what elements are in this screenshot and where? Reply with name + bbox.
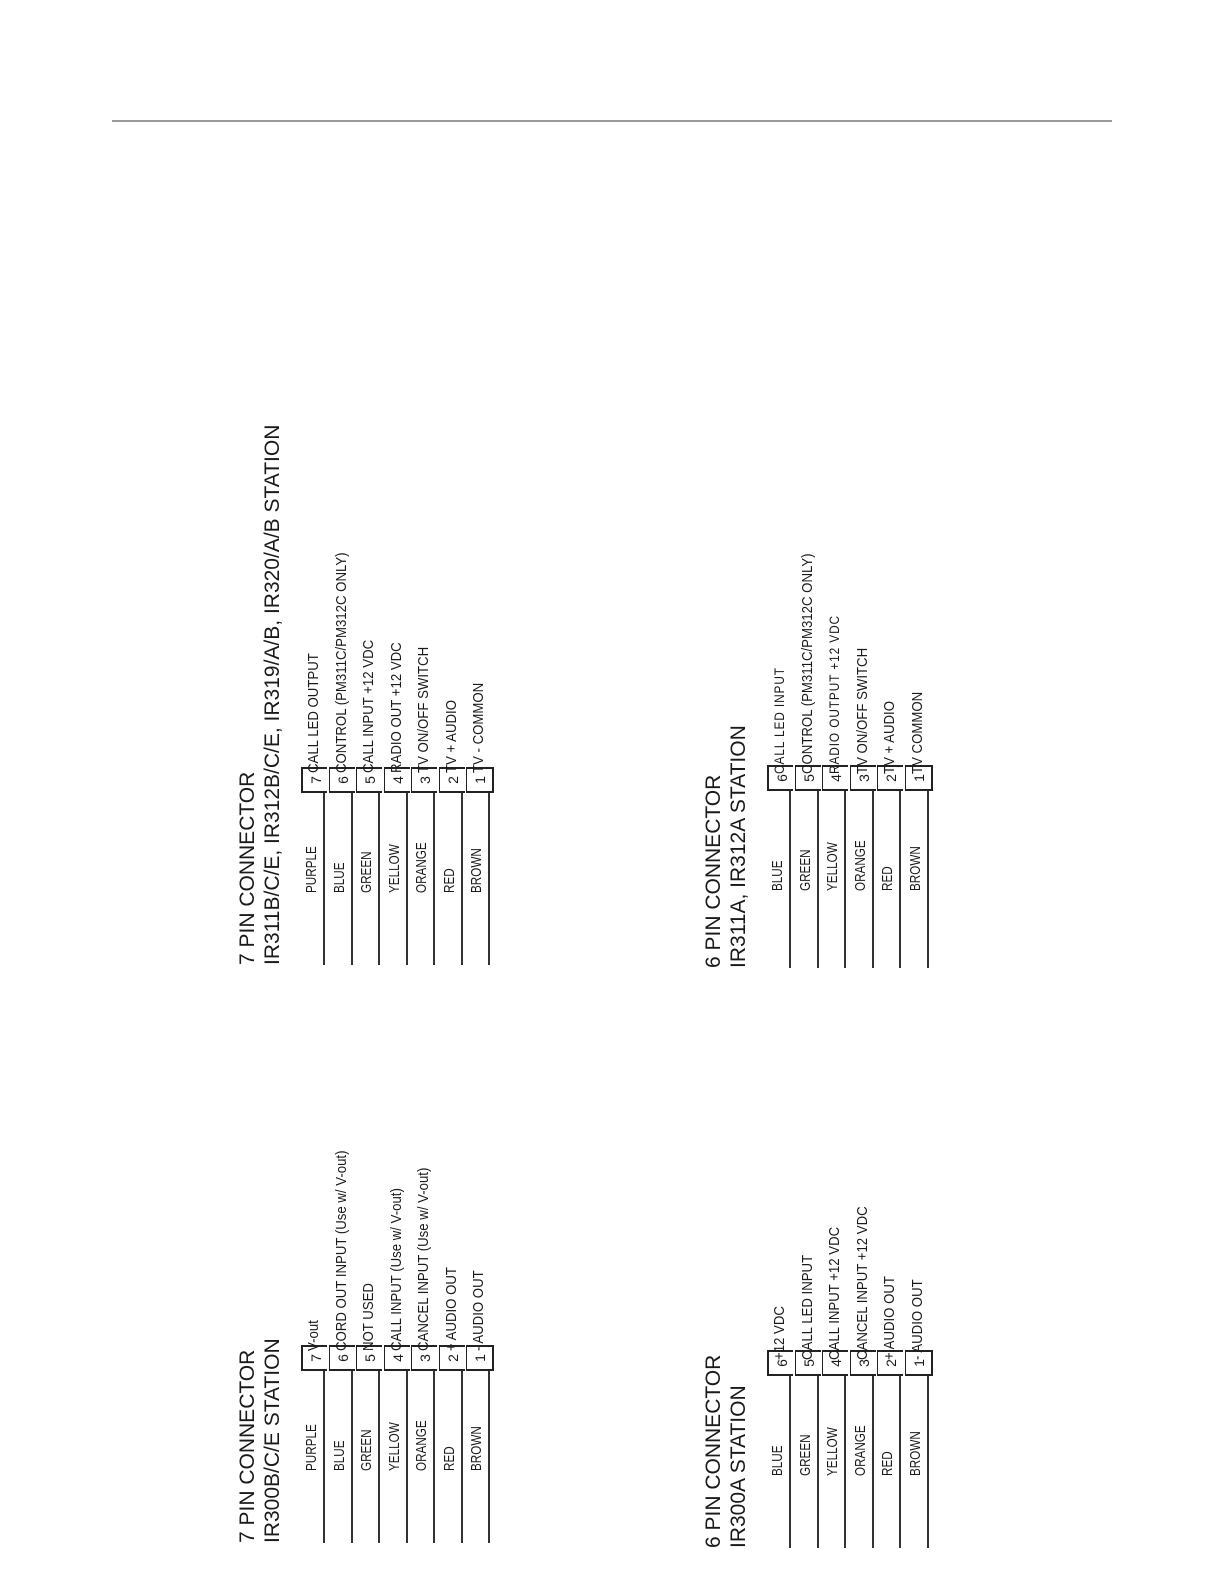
pin-number: 4	[822, 765, 848, 791]
wire-color-label: YELLOW	[824, 842, 841, 891]
pin-number: 1	[905, 765, 933, 791]
wire-color-label: RED	[879, 866, 896, 891]
wire-color-label: GREEN	[796, 849, 814, 891]
pin-function-label: CALL INPUT +12 VDC	[826, 1226, 843, 1360]
pin-number: 1	[466, 1345, 494, 1371]
wire-line	[488, 793, 490, 965]
wire-color-label: BLUE	[330, 862, 348, 893]
pin-function-label: TV ON/OFF SWITCH	[853, 647, 871, 774]
pin-function-label: V-out	[305, 1320, 322, 1351]
wire-color-label: RED	[879, 1451, 896, 1476]
pin-function-label: +12 VDC	[771, 1306, 788, 1360]
wire-color-label: RED	[440, 1446, 458, 1471]
wire-line	[872, 1376, 874, 1548]
wire-color-label: YELLOW	[824, 1427, 841, 1476]
pin-number: 1	[905, 1350, 933, 1376]
pin-function-label: TV + AUDIO	[442, 700, 460, 773]
pin-number: 6	[329, 1345, 355, 1371]
diagram-7pin-ir300bce	[235, 923, 525, 1543]
wire-line	[927, 791, 929, 968]
pin-function-label: CANCEL INPUT +12 VDC	[853, 1206, 871, 1360]
wire-line	[433, 793, 435, 965]
pin-number: 7	[301, 1345, 327, 1371]
wire-line	[461, 793, 463, 965]
diagram-title-line1: 6 PIN CONNECTOR	[702, 774, 725, 968]
wire-color-label: BROWN	[906, 846, 924, 891]
pin-number: 7	[301, 767, 327, 793]
wire-line	[378, 793, 380, 965]
pin-number: 2	[877, 765, 903, 791]
pin-number: 3	[411, 767, 437, 793]
wire-line	[323, 793, 325, 965]
wire-color-label: ORANGE	[413, 1420, 430, 1471]
pin-number: 3	[850, 1350, 876, 1376]
wire-color-label: PURPLE	[303, 1424, 320, 1471]
pin-number: 5	[356, 767, 382, 793]
pin-function-label: - AUDIO OUT	[908, 1279, 926, 1360]
wire-color-label: YELLOW	[385, 844, 403, 893]
pin-number: 4	[384, 767, 410, 793]
diagram-title-line2: IR311B/C/E, IR312B/C/E, IR319/A/B, IR320/A/B STATION	[261, 424, 284, 965]
wire-line	[844, 791, 846, 968]
pin-function-label: NOT USED	[360, 1283, 377, 1351]
wire-line	[899, 791, 901, 968]
diagram-title-line2: IR300A STATION	[727, 1385, 750, 1548]
pin-number: 5	[795, 1350, 821, 1376]
wire-line	[433, 1371, 435, 1543]
pin-function-label: CANCEL INPUT (Use w/ V-out)	[415, 1167, 432, 1351]
pin-function-label: + AUDIO OUT	[442, 1267, 460, 1351]
pin-function-label: CONTROL (PM311C/PM312C ONLY)	[798, 553, 816, 774]
pin-number: 6	[767, 765, 793, 791]
diagram-title-line2: IR311A, IR312A STATION	[727, 725, 750, 968]
pin-function-label: - AUDIO OUT	[470, 1270, 487, 1351]
wire-line	[351, 1371, 353, 1543]
wire-line	[844, 1376, 846, 1548]
wire-line	[789, 1376, 791, 1548]
diagram-title-line1: 7 PIN CONNECTOR	[236, 771, 259, 965]
wire-line	[406, 1371, 408, 1543]
wire-line	[927, 1376, 929, 1548]
pin-number: 6	[767, 1350, 793, 1376]
pin-number: 1	[466, 767, 494, 793]
pin-number: 2	[439, 1345, 465, 1371]
wire-color-label: BLUE	[769, 860, 786, 891]
pin-function-label: CALL INPUT +12 VDC	[360, 639, 377, 773]
wire-line	[378, 1371, 380, 1543]
pin-number: 3	[850, 765, 876, 791]
wire-line	[351, 793, 353, 965]
wire-line	[899, 1376, 901, 1548]
page-top-rule	[112, 120, 1112, 122]
pin-number: 5	[356, 1345, 382, 1371]
wire-color-label: PURPLE	[303, 846, 320, 893]
wire-color-label: BROWN	[906, 1431, 924, 1476]
pin-function-label: + AUDIO OUT	[881, 1276, 898, 1360]
diagram-title-line1: 6 PIN CONNECTOR	[702, 1354, 725, 1548]
wire-color-label: GREEN	[358, 1429, 375, 1471]
pin-function-label: TV COMMON	[908, 691, 926, 774]
diagram-6pin-ir311a	[701, 348, 991, 968]
wire-color-label: BROWN	[468, 848, 485, 893]
pin-function-label: CALL LED OUTPUT	[305, 653, 322, 773]
pin-function-label: RADIO OUTPUT +12 VDC	[827, 615, 842, 774]
wire-line	[461, 1371, 463, 1543]
pin-function-label: TV + AUDIO	[881, 701, 898, 774]
wire-color-label: BROWN	[468, 1426, 485, 1471]
pin-number: 4	[822, 1350, 848, 1376]
pin-function-label: CORD OUT INPUT (Use w/ V-out)	[332, 1150, 350, 1351]
pin-function-label: CALL INPUT (Use w/ V-out)	[387, 1188, 405, 1351]
diagram-6pin-ir300a	[701, 928, 991, 1548]
pin-function-label: TV ON/OFF SWITCH	[415, 646, 432, 773]
wire-color-label: RED	[440, 868, 458, 893]
diagram-title-line2: IR300B/C/E STATION	[261, 1338, 284, 1543]
wire-color-label: GREEN	[358, 851, 375, 893]
pin-number: 2	[877, 1350, 903, 1376]
wire-line	[817, 1376, 819, 1548]
wire-color-label: BLUE	[769, 1445, 786, 1476]
diagram-title-line1: 7 PIN CONNECTOR	[236, 1349, 259, 1543]
diagram-7pin-ir311bce	[235, 345, 525, 965]
wire-line	[789, 791, 791, 968]
wire-line	[406, 793, 408, 965]
wire-color-label: GREEN	[796, 1434, 814, 1476]
wire-color-label: YELLOW	[385, 1422, 403, 1471]
pin-number: 4	[384, 1345, 410, 1371]
wire-color-label: ORANGE	[851, 1425, 869, 1476]
pin-function-label: CALL LED INPUT	[798, 1254, 816, 1360]
pin-function-label: TV - COMMON	[470, 682, 487, 773]
wire-line	[817, 791, 819, 968]
pin-number: 3	[411, 1345, 437, 1371]
pin-number: 6	[329, 767, 355, 793]
wire-color-label: ORANGE	[851, 840, 869, 891]
pin-function-label: RADIO OUT +12 VDC	[387, 642, 405, 773]
pin-function-label: CONTROL (PM311C/PM312C ONLY)	[332, 552, 350, 773]
wire-color-label: BLUE	[330, 1440, 348, 1471]
pin-number: 2	[439, 767, 465, 793]
pin-function-label: CALL LED INPUT	[772, 667, 787, 774]
pin-number: 5	[795, 765, 821, 791]
wire-line	[323, 1371, 325, 1543]
wire-line	[488, 1371, 490, 1543]
wire-color-label: ORANGE	[413, 842, 430, 893]
wire-line	[872, 791, 874, 968]
